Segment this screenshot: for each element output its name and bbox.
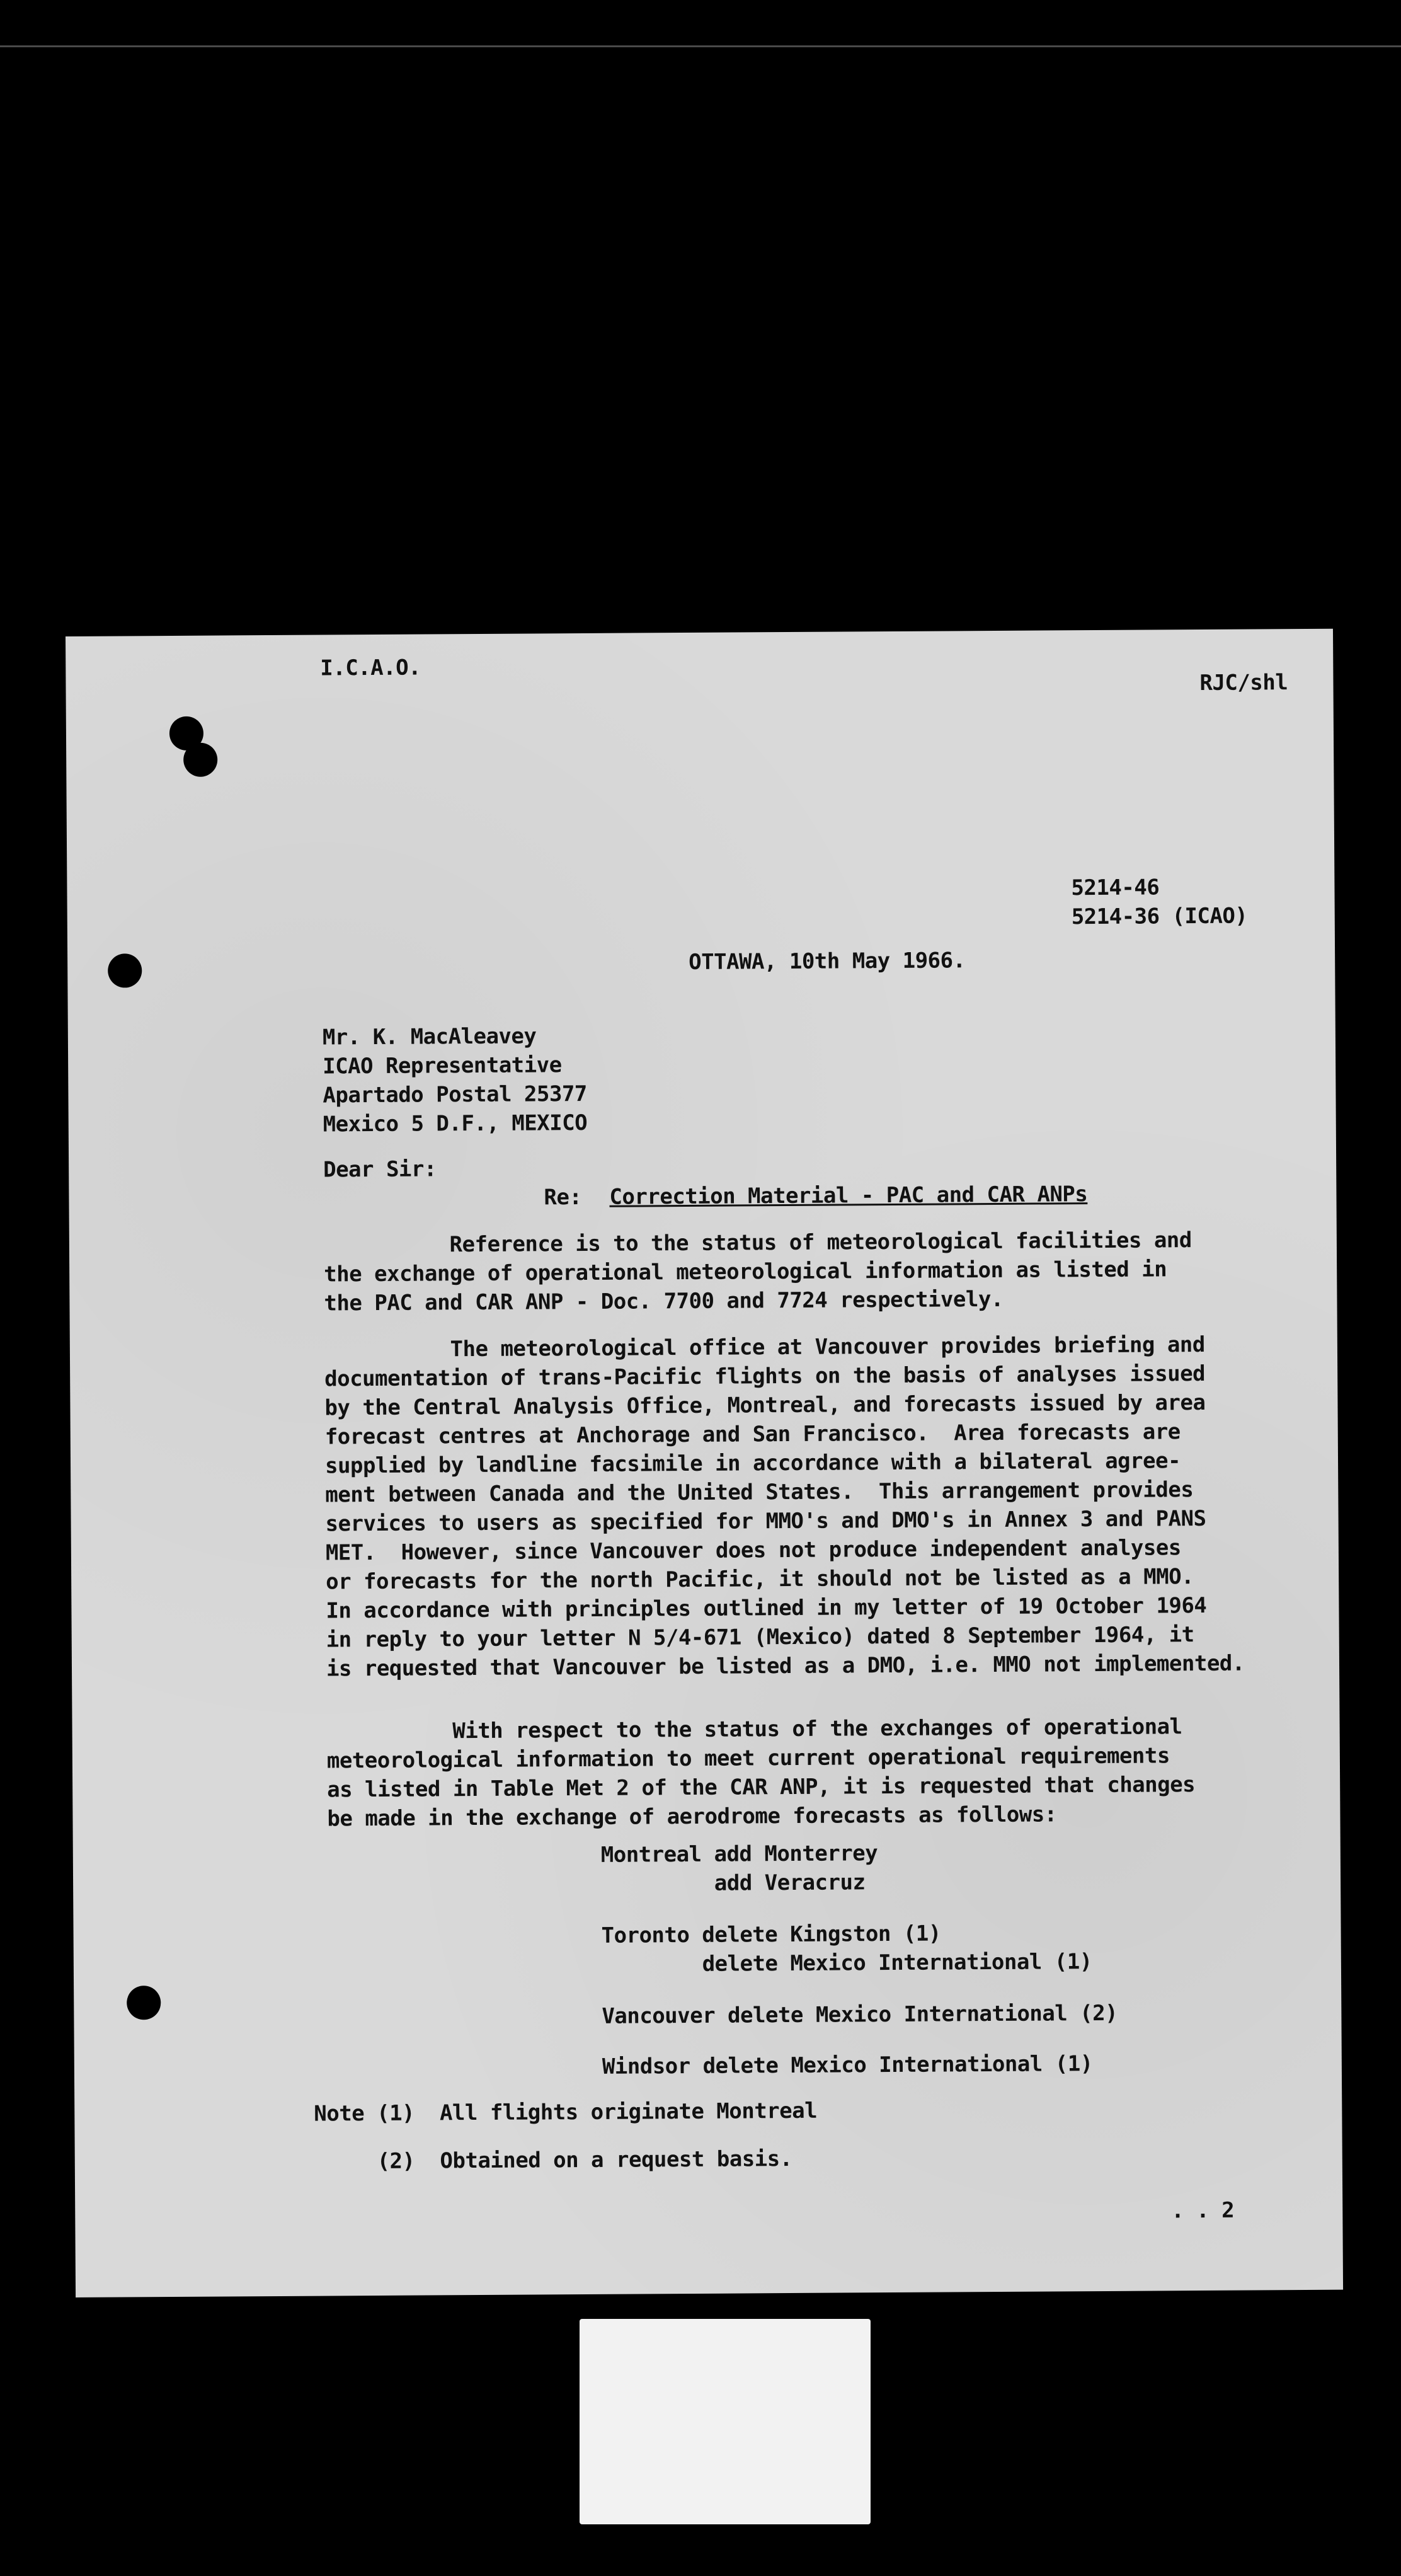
paragraph-line: in reply to your letter N 5/4-671 (Mexico) dated 8 September 1964, it (326, 1622, 1194, 1653)
file-reference: 5214-36 (ICAO) (1071, 903, 1248, 930)
file-reference: 5214-46 (1071, 875, 1160, 901)
punch-hole-bottom (127, 1986, 161, 2020)
paragraph-line: services to users as specified for MMO's and DMO's in Annex 3 and PANS (325, 1505, 1206, 1537)
place-date: OTTAWA, 10th May 1966. (689, 948, 966, 975)
paragraph-line: Reference is to the status of meteorological facilities and (323, 1228, 1192, 1258)
recipient-address (323, 1021, 587, 1139)
re-label: Re: (544, 1185, 582, 1210)
address-line: Mexico 5 D.F., MEXICO (323, 1110, 588, 1137)
org-heading: I.C.A.O. (320, 655, 421, 681)
paragraph-line: be made in the exchange of aerodrome forecasts as follows: (327, 1802, 1057, 1832)
file-references (1071, 873, 1247, 932)
paragraph-line: In accordance with principles outlined in my letter of 19 October 1964 (326, 1592, 1207, 1624)
paragraph-line: as listed in Table Met 2 of the CAR ANP, it is requested that changes (327, 1772, 1196, 1803)
change-line: delete Mexico International (1) (601, 1949, 1092, 1977)
top-divider (0, 45, 1401, 47)
paragraph-line: documentation of trans-Pacific flights on the basis of analyses issued (324, 1360, 1206, 1392)
change-line: Vancouver delete Mexico International (2) (602, 2000, 1118, 2029)
note-line: Note (1) All flights originate Montreal (314, 2098, 818, 2127)
re-subject: Correction Material - PAC and CAR ANPs (609, 1182, 1088, 1210)
typist-initials: RJC/shl (1199, 670, 1288, 696)
address-line: Mr. K. MacAleavey (322, 1023, 537, 1050)
note-line: (2) Obtained on a request basis. (314, 2146, 792, 2175)
punch-hole-top-2 (183, 743, 217, 777)
paragraph-line: is requested that Vancouver be listed as a DMO, i.e. MMO not implemented. (326, 1650, 1245, 1682)
paragraph-1 (324, 1226, 1192, 1318)
change-line: Toronto delete Kingston (1) (601, 1921, 941, 1948)
paragraph-line: supplied by landline facsimile in accordance with a bilateral agree- (324, 1448, 1181, 1479)
paragraph-line: or forecasts for the north Pacific, it should not be listed as a MMO. (326, 1564, 1194, 1595)
letter-page (66, 629, 1343, 2297)
paragraph-2 (324, 1330, 1245, 1684)
address-line: Apartado Postal 25377 (323, 1081, 587, 1108)
paragraph-line: by the Central Analysis Office, Montreal, and forecasts issued by area (324, 1389, 1206, 1421)
paragraph-3 (326, 1712, 1195, 1833)
paragraph-line: The meteorological office at Vancouver provides briefing and (324, 1331, 1205, 1363)
punch-hole-middle (108, 953, 142, 987)
blank-card (580, 2319, 871, 2524)
address-line: ICAO Representative (323, 1052, 562, 1079)
salutation: Dear Sir: (323, 1156, 437, 1183)
paragraph-line: meteorological information to meet current operational requirements (326, 1743, 1170, 1774)
change-line: Windsor delete Mexico International (1) (602, 2051, 1093, 2079)
paragraph-line: MET. However, since Vancouver does not produce independent analyses (325, 1535, 1181, 1566)
page-continuation: . . 2 (1171, 2197, 1235, 2224)
change-line: Montreal add Monterrey (600, 1841, 878, 1868)
paragraph-line: forecast centres at Anchorage and San Francisco. Area forecasts are (324, 1419, 1181, 1450)
change-line: add Veracruz (600, 1870, 866, 1897)
paragraph-line: ment between Canada and the United States. This arrangement provides (325, 1477, 1194, 1508)
paragraph-line: With respect to the status of the exchanges of operational (326, 1714, 1182, 1745)
paragraph-line: the exchange of operational meteorological information as listed in (324, 1256, 1167, 1287)
paragraph-line: the PAC and CAR ANP - Doc. 7700 and 7724 respectively. (324, 1286, 1004, 1316)
